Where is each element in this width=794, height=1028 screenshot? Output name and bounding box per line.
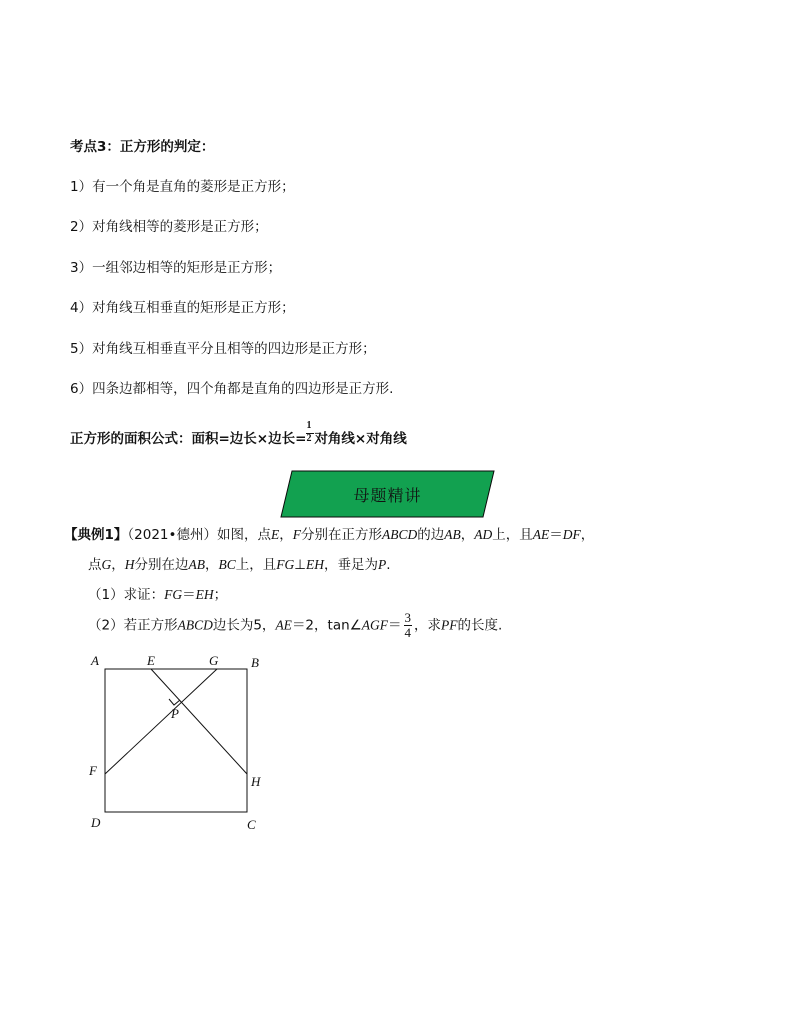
point-label-b: B (251, 655, 259, 670)
math-var: P (378, 557, 387, 572)
math-var: AGF (361, 617, 389, 633)
math-var: ABCD (177, 617, 213, 633)
text-run: 点 (88, 557, 102, 573)
text-run: ， (111, 557, 125, 573)
math-var: BC (218, 557, 236, 572)
square-abcd (105, 669, 247, 812)
math-var: AE (275, 617, 292, 633)
tan-fraction (404, 611, 413, 640)
example-source: （2021•德州）如图，点 (127, 527, 271, 543)
question-1 (88, 583, 227, 603)
geometry-diagram (85, 650, 285, 840)
point-label-p: P (171, 706, 179, 721)
section-banner (280, 470, 495, 518)
text-run: 上，且 (492, 527, 533, 543)
point-label-f: F (89, 763, 97, 778)
list-item: 3）一组邻边相等的矩形是正方形； (70, 260, 282, 276)
point-label-g: G (209, 653, 219, 668)
text-run: ＝ (388, 617, 402, 634)
area-formula (70, 420, 407, 447)
math-var: E (270, 527, 280, 542)
point-label-a: A (91, 653, 99, 668)
math-var: FG (164, 587, 183, 602)
text-run: （1）求证： (88, 587, 165, 603)
math-var: DF (562, 527, 581, 542)
math-var: EH (195, 587, 214, 602)
math-var: AB (444, 527, 461, 542)
math-var: EH (306, 557, 325, 572)
text-run: ， (580, 527, 595, 543)
math-var: ABCD (381, 527, 418, 542)
text-run: ＝ (549, 527, 563, 543)
text-run: ， (205, 557, 219, 573)
text-run: ＝2，tan∠ (291, 617, 362, 634)
point-label-c: C (247, 817, 256, 832)
half-fraction (306, 420, 314, 446)
tan-fraction-numerator: 3 (404, 610, 412, 625)
text-run: 的长度. (457, 617, 503, 634)
area-formula-suffix: 对角线×对角线 (314, 431, 407, 447)
segment-fg (105, 669, 217, 774)
text-run: ， (460, 527, 475, 543)
diagram-figure (85, 650, 285, 840)
text-run: ， (279, 527, 293, 543)
half-fraction-denominator: 2 (306, 433, 312, 444)
math-var: H (124, 557, 135, 572)
text-run: ； (213, 587, 228, 603)
list-item: 1）有一个角是直角的菱形是正方形； (70, 179, 295, 195)
math-var: G (101, 557, 112, 572)
math-var: PF (441, 617, 458, 633)
question-2 (88, 611, 502, 640)
list-item: 5）对角线互相垂直平分且相等的四边形是正方形； (70, 341, 376, 357)
list-item: 2）对角线相等的菱形是正方形； (70, 219, 268, 235)
text-run: ＝ (182, 587, 196, 603)
math-var: AD (474, 527, 493, 542)
text-run: 的边 (417, 527, 445, 543)
right-angle-marker (169, 699, 180, 705)
area-formula-prefix: 正方形的面积公式：面积=边长×边长= (70, 431, 307, 447)
example-line-1 (64, 523, 594, 543)
text-run: 上，且 (235, 557, 277, 573)
text-run: 分别在边 (134, 557, 189, 573)
math-var: FG (276, 557, 295, 572)
text-run: 边长为5， (212, 617, 276, 634)
text-run: ，求 (414, 617, 442, 634)
text-run: （2）若正方形 (88, 617, 178, 634)
half-fraction-numerator: 1 (306, 420, 312, 431)
math-var: AE (532, 527, 550, 542)
banner-label: 母题精讲 (353, 485, 422, 505)
math-var: F (292, 527, 301, 542)
point-label-h: H (251, 774, 261, 789)
perpendicular-symbol: ⊥ (294, 557, 307, 573)
segment-eh (151, 669, 247, 774)
example-tag: 【典例1】 (64, 527, 128, 543)
text-run: 分别在正方形 (300, 527, 382, 543)
example-line-2 (88, 553, 391, 573)
point-label-e: E (147, 653, 155, 668)
tan-fraction-denominator: 4 (404, 625, 412, 640)
text-run: . (386, 557, 391, 573)
text-run: ，垂足为 (324, 557, 379, 573)
point-label-d: D (91, 815, 101, 830)
math-var: AB (188, 557, 205, 572)
list-item: 4）对角线互相垂直的矩形是正方形； (70, 300, 295, 316)
section-heading: 考点3：正方形的判定： (70, 139, 215, 155)
list-item: 6）四条边都相等，四个角都是直角的四边形是正方形. (70, 381, 394, 397)
